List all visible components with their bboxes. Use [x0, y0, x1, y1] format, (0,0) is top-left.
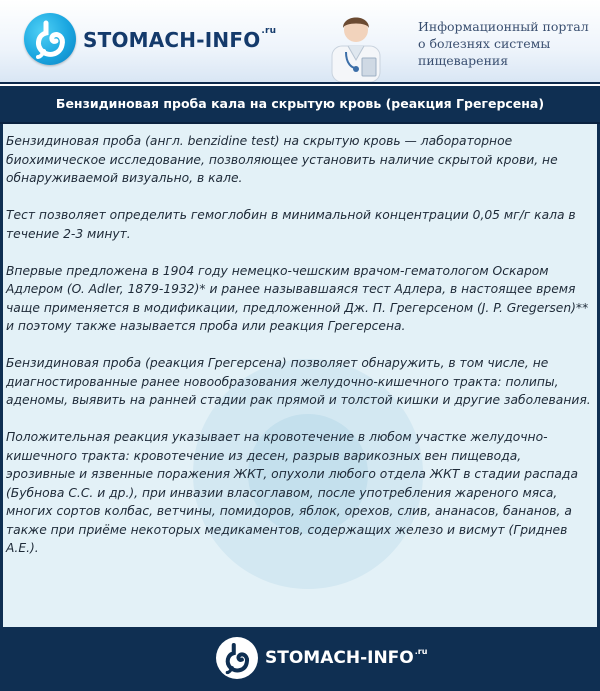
- article-paragraph: Бензидиновая проба (англ. benzidine test) на скрытую кровь — лабораторное биохимическое исследование, позволяющее установить наличие скрытой крови, не обнаруживаемой визуально, в кале.: [6, 134, 558, 185]
- article-paragraph: Тест позволяет определить гемоглобин в минимальной концентрации 0,05 мг/г кала в течение 2-3 минут.: [6, 208, 576, 241]
- footer-logo-text[interactable]: STOMACH-$INFO^{.ru}$: [265, 647, 428, 668]
- portal-description: [418, 18, 590, 69]
- article-body: [0, 124, 600, 627]
- doctor-image: [318, 6, 394, 82]
- stomach-logo-icon[interactable]: [216, 637, 258, 679]
- site-footer: [0, 627, 600, 691]
- article-text: [6, 132, 592, 576]
- page-title: Бензидиновая проба кала на скрытую кровь (реакция Грегерсена): [55, 96, 545, 111]
- portal-line: Информационный портал: [418, 19, 589, 34]
- title-bar: [0, 86, 600, 124]
- article-paragraph: Положительная реакция указывает на кровотечение в любом участке желудочно-кишечного тракта: кровотечение из десен, разрыв варикозных вен пищевода, эрозивные и язвенные поражения ЖКТ, опухоли любого отдела ЖКТ в стадии распада (Бубнова С.С. и др.), при инвазии власоглавом, после употребления жареного мяса, многих сортов колбас, ветчины, помидоров, яблок, орехов, слив, ананасов, бананов, а также при приёме некоторых медикаментов, содержащих железо и висмут (Гриднев А.Е.).: [6, 430, 578, 555]
- article-paragraph: Впервые предложена в 1904 году немецко-чешским врачом-гематологом Оскаром Адлером (O. Adler, 1879-1932)* и ранее называвшаяся тест Адлера, в настоящее время чаще применяется в модификации, предложенной Дж. П. Грегерсеном (J. P. Gregersen)** и поэтому также называется проба или реакция Грегерсена.: [6, 263, 589, 333]
- site-logo-text[interactable]: STOMACH-$INFO^{.ru}$: [83, 26, 277, 52]
- stomach-logo-icon[interactable]: [24, 13, 76, 65]
- article-paragraph: Бензидиновая проба (реакция Грегерсена) позволяет обнаружить, в том числе, не диагностированные ранее новообразования желудочно-кишечного тракта: полипы, аденомы, выявить на ранней стадии рак прямой и толстой кишки и другие заболевания.: [6, 356, 591, 407]
- site-header: [0, 0, 600, 84]
- portal-line: о болезнях системы: [418, 36, 551, 51]
- portal-line: пищеварения: [418, 53, 509, 68]
